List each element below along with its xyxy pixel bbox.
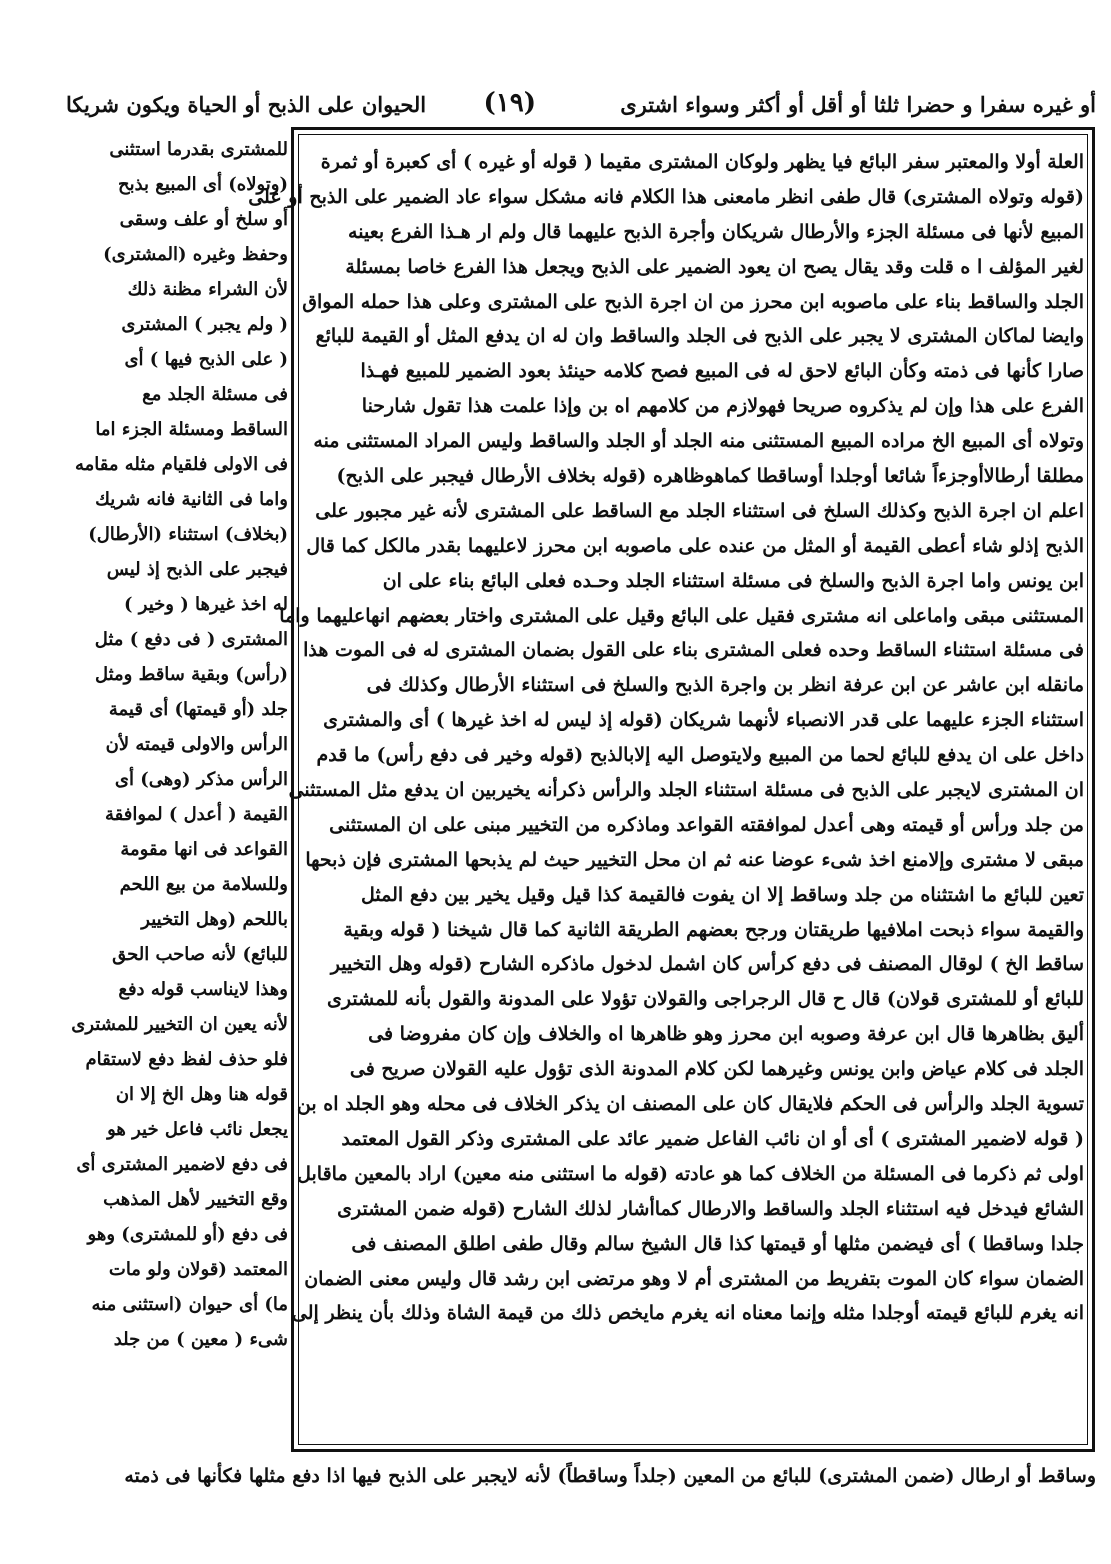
side-line: ( ولم يجبر ) المشترى — [121, 314, 288, 335]
commentary-line: ان المشترى لايجبر على الذبح فى مسئلة استثناء الجلد والرأس ذكرأنه يخيربين ان يدفع مثل المستثنى — [288, 779, 1084, 802]
commentary-line: ( قوله لاضمير المشترى ) أى أو ان نائب الفاعل ضمير عائد على المشترى وذكر القول المعتمد — [341, 1127, 1084, 1150]
commentary-line: (قوله وتولاه المشترى) قال طفى انظر مامعنى هذا الكلام فانه مشكل سواء عاد الضمير على الذبح أو على — [248, 185, 1084, 208]
commentary-line: ساقط الخ ) لوقال المصنف فى دفع كرأس كان اشمل لدخول ماذكره الشارح (قوله وهل التخيير — [330, 953, 1084, 976]
side-line: باللحم (وهل التخيير — [141, 909, 288, 930]
side-line: القواعد فى انها مقومة — [120, 839, 288, 860]
commentary-line: اعلم ان اجرة الذبح وكذلك السلخ فى استثناء الجلد مع الساقط على المشترى لأنه غير مجبور على — [315, 499, 1084, 522]
side-line: لأنه يعين ان التخيير للمشترى — [71, 1014, 288, 1035]
commentary-line: أليق بظاهرها قال ابن عرفة وصوبه ابن محرز وهو ظاهرها اه والخلاف وإن كان مفروضا فى — [368, 1023, 1084, 1046]
commentary-line: ابن يونس واما اجرة الذبح والسلخ فى مسئلة استثناء الجلد وحـده فعلى البائع بناء على ان — [382, 569, 1084, 592]
commentary-line: الذبح إذلو شاء أعطى القيمة أو المثل من عنده على ماصوبه ابن محرز لاعليهما بقدر مالكل كما قال — [306, 534, 1084, 557]
commentary-line: للبائع أو للمشترى قولان) قال ح قال الرجراجى والقولان تؤولا على المدونة والقول بأنه للمشترى — [327, 988, 1084, 1011]
side-line: فى الاولى فلقيام مثله مقامه — [74, 454, 288, 475]
commentary-line: استثناء الجزء عليهما على قدر الانصباء لأنهما شريكان (قوله إذ ليس له اخذ غيرها ) أى والمشترى — [323, 709, 1084, 732]
side-line: فلو حذف لفظ دفع لاستقام — [85, 1049, 288, 1070]
running-header — [66, 86, 1096, 128]
commentary-line: وتولاه أى المبيع الخ مراده المبيع المستثنى منه الجلد أو الجلد والساقط وليس المراد المستثنى منه — [313, 430, 1084, 453]
commentary-line: الشائع فيدخل فيه استثناء الجلد والساقط والارطال كماأشار لذلك الشارح (قوله ضمن المشترى — [337, 1197, 1084, 1220]
commentary-line: من جلد ورأس أو قيمته وهى أعدل لموافقته القواعد وماذكره من التخيير مبنى على ان المستثنى — [329, 813, 1084, 836]
page-number: (١٩) — [483, 88, 536, 118]
side-line: ( على الذبح فيها ) أى — [124, 349, 288, 370]
side-line: (بخلاف) استثناء (الأرطال) — [88, 524, 288, 545]
commentary-line: الفرع على هذا وإن لم يذكروه صريحا فهولازم من كلامهم اه بن وإذا علمت هذا تقول شارحنا — [361, 395, 1084, 418]
commentary-line: مطلقا أرطالاأوجزءاً شائعا أوجلدا أوساقطا كماهوظاهره (قوله بخلاف الأرطال فيجبر على الذبح) — [336, 465, 1084, 488]
commentary-line: المستثنى مبقى واماعلى انه مشترى فقيل على البائع وقيل على المشترى واختار بعضهم انهاعليهما واما — [279, 604, 1084, 627]
side-line: واما فى الثانية فانه شريك — [95, 489, 288, 510]
commentary-line: لغير المؤلف ا ه قلت وقد يقال يصح ان يعود الضمير على الذبح ويجعل هذا الفرع خاصا بمسئلة — [345, 255, 1084, 278]
side-line: المعتمد (قولان ولو مات — [108, 1259, 288, 1280]
side-line: للمشترى بقدرما استثنى — [109, 139, 288, 160]
side-line: يجعل نائب فاعل خير هو — [107, 1119, 288, 1140]
side-line: القيمة ( أعدل ) لموافقة — [105, 804, 288, 825]
side-line: الرأس مذكر (وهى) أى — [114, 769, 288, 790]
side-line: (وتولاه) أى المبيع بذبح — [117, 174, 288, 195]
side-line: (رأس) وبقية ساقط ومثل — [94, 664, 288, 685]
side-line: له اخذ غيرها ( وخير ) — [123, 594, 288, 615]
header-text-left: الحيوان على الذبح أو الحياة ويكون شريكا — [66, 92, 427, 117]
side-line: شىء ( معين ) من جلد — [113, 1329, 288, 1350]
side-line: وللسلامة من بيع اللحم — [119, 874, 288, 895]
side-line: فى دفع (أو للمشترى) وهو — [87, 1224, 288, 1245]
commentary-text — [248, 145, 1084, 1443]
commentary-line: انه يغرم للبائع قيمته أوجلدا مثله وإنما معناه انه يغرم مايخص ذلك من قيمة الشاة وذلك بأن ينظر إلى — [291, 1302, 1084, 1325]
side-line: قوله هنا وهل الخ إلا ان — [115, 1084, 288, 1105]
side-line: وحفظ وغيره (المشترى) — [103, 244, 288, 265]
commentary-line: وايضا لماكان المشترى لا يجبر على الذبح فى الجلد والساقط وان له ان يدفع المثل أو القيمة للبائع — [315, 325, 1084, 348]
side-line: للبائع) لأنه صاحب الحق — [112, 944, 288, 965]
commentary-line: مبقى لا مشترى وإلامنع اخذ شىء عوضا عنه ثم ان محل التخيير حيث لم يذبحها المشترى فإن ذبحها — [305, 848, 1084, 871]
commentary-line: الجلد فى كلام عياض وابن يونس وغيرهما لكن كلام المدونة الذى تؤول عليه القولان صريح فى — [349, 1058, 1084, 1081]
commentary-line: صارا كأنها فى ذمته وكأن البائع لاحق له فى المبيع فصح كلامه حينئذ بعود الضمير للمبيع فهـذا — [360, 360, 1084, 383]
matn-side-column — [71, 132, 288, 1462]
header-text-right: أو غيره سفرا و حضرا ثلثا أو أقل أو أكثر وسواء اشترى — [620, 92, 1096, 117]
side-line: وقع التخيير لأهل المذهب — [103, 1189, 288, 1210]
commentary-line: مانقله ابن عاشر عن ابن عرفة انظر بن واجرة الذبح والسلخ فى استثناء الأرطال وكذلك فى — [366, 674, 1084, 697]
commentary-line: داخل على ان يدفع للبائع لحما من المبيع ولايتوصل اليه إلابالذبح (قوله وخير فى دفع رأس) ما قدم — [316, 744, 1084, 767]
side-line: جلد (أو قيمتها) أى قيمة — [108, 699, 288, 720]
side-line: أو سلخ أو علف وسقى — [119, 209, 288, 230]
side-line: لأن الشراء مظنة ذلك — [127, 279, 288, 300]
commentary-line: المبيع لأنها فى مسئلة الجزء والأرطال شريكان وأجرة الذبح عليهما قال ولم ار هـذا الفرع بعينه — [348, 220, 1084, 243]
side-line: وهذا لايناسب قوله دفع — [118, 979, 288, 1000]
commentary-line: الضمان سواء كان الموت بتفريط من المشترى أم لا وهو مرتضى ابن رشد قال وليس معنى الضمان — [304, 1267, 1084, 1290]
commentary-line: العلة أولا والمعتبر سفر البائع فيا يظهر ولوكان المشترى مقيما ( قوله أو غيره ) أى كعبرة أو ثمرة — [320, 151, 1084, 173]
commentary-line: جلدا وساقطا ) أى فيضمن مثلها أو قيمتها كذا قال الشيخ سالم وقال طفى اطلق المصنف فى — [351, 1232, 1084, 1255]
side-line: فى مسئلة الجلد مع — [142, 384, 288, 405]
matn-continuation-line: وساقط أو ارطال (ضمن المشترى) للبائع من المعين (جلداً وساقطاً) لأنه لايجبر على الذبح فيها اذا دفع مثلها فكأنها فى ذمته — [124, 1465, 1096, 1487]
commentary-line: اولى ثم ذكرما فى المسئلة من الخلاف كما هو عادته (قوله ما استثنى منه معين) اراد بالمعين ماقابل — [297, 1162, 1084, 1185]
side-line: المشترى ( فى دفع ) مثل — [94, 629, 288, 650]
commentary-line: تسوية الجلد والرأس فى الحكم فلايقال كان على المصنف ان يذكر الخلاف فى محله وهو الجلد اه بن — [296, 1093, 1084, 1116]
commentary-line: والقيمة سواء ذبحت املافيها طريقتان ورجح بعضهم الطريقة الثانية كما قال شيخنا ( قوله وبقية — [343, 918, 1084, 941]
side-line: الرأس والاولى قيمته لأن — [105, 734, 288, 755]
side-line: الساقط ومسئلة الجزء اما — [95, 419, 288, 440]
commentary-line: تعين للبائع ما اشتثناه من جلد وساقط إلا ان يفوت فالقيمة كذا قيل وقيل يخير بين دفع المثل — [361, 883, 1084, 906]
side-line: فى دفع لاضمير المشترى أى — [76, 1154, 288, 1175]
commentary-line: فى مسئلة استثناء الساقط وحده فعلى المشترى بناء على القول بضمان المشترى له فى الموت هذا — [303, 639, 1084, 662]
commentary-line: الجلد والساقط بناء على ماصوبه ابن محرز من ان اجرة الذبح على المشترى وعلى هذا حمله المواق — [302, 290, 1084, 313]
side-line: فيجبر على الذبح إذ ليس — [106, 559, 288, 580]
side-line: ما) أى حيوان (استثنى منه — [91, 1294, 288, 1315]
